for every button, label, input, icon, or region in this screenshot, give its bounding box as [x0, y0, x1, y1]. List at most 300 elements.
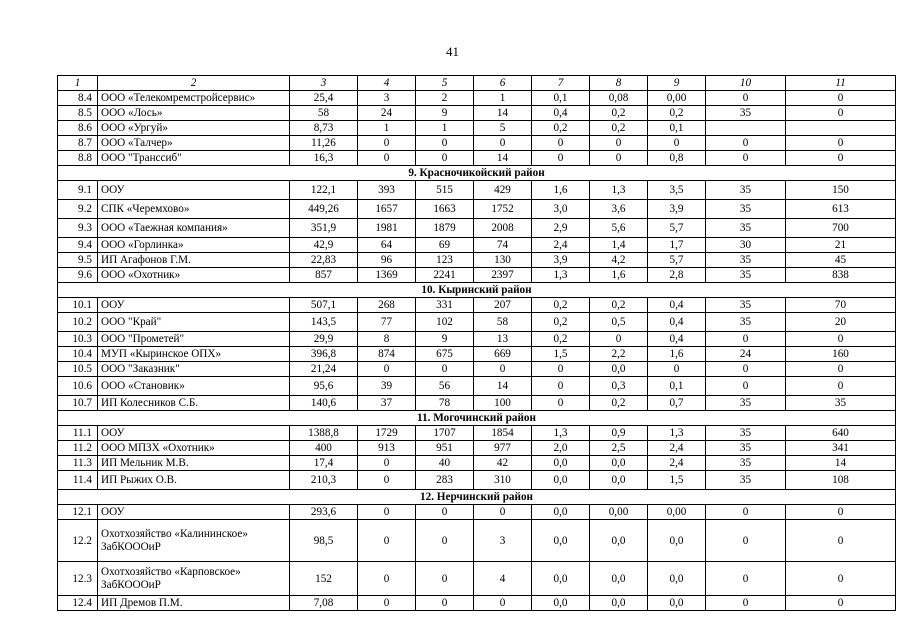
value-cell-col-6: 13 [474, 332, 532, 347]
value-cell-col-8: 0,2 [590, 298, 648, 313]
table-row [58, 456, 896, 471]
value-cell-col-9: 0,00 [648, 91, 706, 106]
row-number-cell: 10.4 [58, 347, 98, 362]
org-name-cell: Охотхозяйство «Карповское» ЗабКОООиР [98, 562, 290, 596]
row-number-cell: 8.5 [58, 106, 98, 121]
value-cell-col-6: 0 [474, 136, 532, 151]
org-name-cell: Охотхозяйство «Калининское» ЗабКОООиР [98, 520, 290, 562]
org-name-cell: ООО «Ургуй» [98, 121, 290, 136]
value-cell-col-7: 0,0 [532, 596, 590, 611]
value-cell-col-10: 0 [706, 377, 786, 396]
value-cell-col-3: 210,3 [290, 471, 358, 490]
row-number-cell: 10.5 [58, 362, 98, 377]
row-number-cell: 8.8 [58, 151, 98, 166]
value-cell-col-7: 0 [532, 136, 590, 151]
value-cell-col-3: 152 [290, 562, 358, 596]
value-cell-col-4: 0 [358, 151, 416, 166]
value-cell-col-5: 1707 [416, 426, 474, 441]
value-cell-col-6: 0 [474, 362, 532, 377]
value-cell-col-5: 9 [416, 106, 474, 121]
value-cell-col-7: 0 [532, 377, 590, 396]
row-number-cell: 9.6 [58, 268, 98, 283]
value-cell-col-11: 0 [786, 362, 896, 377]
value-cell-col-3: 98,5 [290, 520, 358, 562]
value-cell-col-4: 1369 [358, 268, 416, 283]
value-cell-col-3: 17,4 [290, 456, 358, 471]
value-cell-col-4: 0 [358, 596, 416, 611]
value-cell-col-8: 0 [590, 332, 648, 347]
value-cell-col-4: 1 [358, 121, 416, 136]
value-cell-col-6: 1 [474, 91, 532, 106]
value-cell-col-8: 4,2 [590, 253, 648, 268]
section-row [58, 411, 896, 426]
value-cell-col-6: 207 [474, 298, 532, 313]
value-cell-col-3: 400 [290, 441, 358, 456]
org-name-cell: ООУ [98, 505, 290, 520]
value-cell-col-10: 35 [706, 396, 786, 411]
value-cell-col-3: 122,1 [290, 181, 358, 200]
value-cell-col-8: 0,9 [590, 426, 648, 441]
value-cell-col-11: 20 [786, 313, 896, 332]
value-cell-col-11: 21 [786, 238, 896, 253]
value-cell-col-7: 0,0 [532, 456, 590, 471]
value-cell-col-3: 351,9 [290, 219, 358, 238]
table-row [58, 520, 896, 562]
value-cell-col-6: 0 [474, 596, 532, 611]
value-cell-col-11: 150 [786, 181, 896, 200]
value-cell-col-3: 7,08 [290, 596, 358, 611]
value-cell-col-9: 0,7 [648, 396, 706, 411]
row-number-cell: 11.3 [58, 456, 98, 471]
value-cell-col-7: 0 [532, 151, 590, 166]
value-cell-col-4: 0 [358, 471, 416, 490]
value-cell-col-6: 130 [474, 253, 532, 268]
value-cell-col-6: 3 [474, 520, 532, 562]
org-name-cell: ООО «Таежная компания» [98, 219, 290, 238]
header-cell-6: 6 [474, 76, 532, 91]
row-number-cell: 11.1 [58, 426, 98, 441]
value-cell-col-8: 0,08 [590, 91, 648, 106]
value-cell-col-4: 24 [358, 106, 416, 121]
row-number-cell: 10.2 [58, 313, 98, 332]
value-cell-col-11 [786, 121, 896, 136]
value-cell-col-9: 0,00 [648, 505, 706, 520]
value-cell-col-3: 143,5 [290, 313, 358, 332]
value-cell-col-5: 0 [416, 136, 474, 151]
value-cell-col-8: 1,4 [590, 238, 648, 253]
row-number-cell: 12.2 [58, 520, 98, 562]
value-cell-col-8: 2,2 [590, 347, 648, 362]
table-row [58, 347, 896, 362]
value-cell-col-3: 21,24 [290, 362, 358, 377]
org-name-cell: ИП Дремов П.М. [98, 596, 290, 611]
value-cell-col-7: 0,2 [532, 121, 590, 136]
value-cell-col-7: 0,2 [532, 313, 590, 332]
row-number-cell: 8.4 [58, 91, 98, 106]
table-row [58, 121, 896, 136]
row-number-cell: 9.1 [58, 181, 98, 200]
value-cell-col-8: 0,0 [590, 520, 648, 562]
value-cell-col-9: 5,7 [648, 219, 706, 238]
value-cell-col-3: 22,83 [290, 253, 358, 268]
row-number-cell: 11.2 [58, 441, 98, 456]
value-cell-col-8: 0,0 [590, 456, 648, 471]
value-cell-col-9: 2,4 [648, 456, 706, 471]
value-cell-col-9: 0,8 [648, 151, 706, 166]
org-name-cell: ООО "Заказник" [98, 362, 290, 377]
value-cell-col-11: 700 [786, 219, 896, 238]
value-cell-col-4: 913 [358, 441, 416, 456]
page-number: 41 [446, 44, 459, 59]
org-name-cell: ИП Колесников С.Б. [98, 396, 290, 411]
value-cell-col-6: 429 [474, 181, 532, 200]
value-cell-col-9: 3,5 [648, 181, 706, 200]
value-cell-col-4: 96 [358, 253, 416, 268]
org-name-cell: ООУ [98, 181, 290, 200]
value-cell-col-11: 640 [786, 426, 896, 441]
value-cell-col-11: 0 [786, 596, 896, 611]
value-cell-col-8: 1,3 [590, 181, 648, 200]
value-cell-col-9: 2,8 [648, 268, 706, 283]
value-cell-col-6: 42 [474, 456, 532, 471]
value-cell-col-10: 0 [706, 362, 786, 377]
value-cell-col-4: 874 [358, 347, 416, 362]
header-cell-9: 9 [648, 76, 706, 91]
value-cell-col-9: 1,7 [648, 238, 706, 253]
value-cell-col-10: 35 [706, 200, 786, 219]
row-number-cell: 10.6 [58, 377, 98, 396]
value-cell-col-5: 283 [416, 471, 474, 490]
value-cell-col-5: 40 [416, 456, 474, 471]
value-cell-col-10: 0 [706, 91, 786, 106]
value-cell-col-4: 3 [358, 91, 416, 106]
value-cell-col-4: 0 [358, 520, 416, 562]
section-title: 12. Нерчинский район [58, 490, 896, 505]
value-cell-col-4: 77 [358, 313, 416, 332]
table-row [58, 426, 896, 441]
org-name-cell: ООО "Прометей" [98, 332, 290, 347]
value-cell-col-8: 0,0 [590, 596, 648, 611]
value-cell-col-6: 2008 [474, 219, 532, 238]
section-title: 9. Красночикойский район [58, 166, 896, 181]
value-cell-col-5: 56 [416, 377, 474, 396]
value-cell-col-5: 69 [416, 238, 474, 253]
value-cell-col-6: 14 [474, 106, 532, 121]
value-cell-col-6: 2397 [474, 268, 532, 283]
value-cell-col-10: 35 [706, 456, 786, 471]
value-cell-col-10: 35 [706, 426, 786, 441]
value-cell-col-4: 0 [358, 505, 416, 520]
value-cell-col-9: 0,4 [648, 298, 706, 313]
value-cell-col-3: 449,26 [290, 200, 358, 219]
value-cell-col-11: 0 [786, 505, 896, 520]
table-row [58, 298, 896, 313]
value-cell-col-7: 2,4 [532, 238, 590, 253]
value-cell-col-4: 8 [358, 332, 416, 347]
value-cell-col-10: 35 [706, 106, 786, 121]
table-row [58, 396, 896, 411]
value-cell-col-11: 0 [786, 151, 896, 166]
value-cell-col-6: 5 [474, 121, 532, 136]
value-cell-col-11: 613 [786, 200, 896, 219]
value-cell-col-5: 0 [416, 520, 474, 562]
table-row [58, 596, 896, 611]
value-cell-col-11: 35 [786, 396, 896, 411]
org-name-cell: ООО МПЗХ «Охотник» [98, 441, 290, 456]
value-cell-col-7: 1,5 [532, 347, 590, 362]
value-cell-col-7: 2,0 [532, 441, 590, 456]
value-cell-col-11: 108 [786, 471, 896, 490]
header-cell-11: 11 [786, 76, 896, 91]
row-number-cell: 11.4 [58, 471, 98, 490]
org-name-cell: ИП Мельник М.В. [98, 456, 290, 471]
org-name-cell: ООО «Телекомремстройсервис» [98, 91, 290, 106]
value-cell-col-10: 35 [706, 253, 786, 268]
value-cell-col-9: 0,0 [648, 520, 706, 562]
value-cell-col-8: 3,6 [590, 200, 648, 219]
value-cell-col-8: 0,2 [590, 396, 648, 411]
value-cell-col-4: 64 [358, 238, 416, 253]
value-cell-col-7: 0,2 [532, 298, 590, 313]
value-cell-col-10: 35 [706, 181, 786, 200]
value-cell-col-9: 0 [648, 136, 706, 151]
value-cell-col-7: 0,0 [532, 520, 590, 562]
value-cell-col-10: 35 [706, 298, 786, 313]
value-cell-col-5: 1879 [416, 219, 474, 238]
value-cell-col-6: 0 [474, 505, 532, 520]
section-title: 11. Могочинский район [58, 411, 896, 426]
value-cell-col-3: 857 [290, 268, 358, 283]
header-cell-4: 4 [358, 76, 416, 91]
value-cell-col-6: 1752 [474, 200, 532, 219]
header-cell-5: 5 [416, 76, 474, 91]
value-cell-col-4: 0 [358, 362, 416, 377]
value-cell-col-6: 58 [474, 313, 532, 332]
row-number-cell: 12.1 [58, 505, 98, 520]
value-cell-col-9: 5,7 [648, 253, 706, 268]
table-row [58, 253, 896, 268]
value-cell-col-5: 951 [416, 441, 474, 456]
section-row [58, 283, 896, 298]
value-cell-col-9: 0,0 [648, 562, 706, 596]
value-cell-col-5: 0 [416, 562, 474, 596]
table-row [58, 200, 896, 219]
value-cell-col-8: 0,0 [590, 362, 648, 377]
table-row [58, 91, 896, 106]
value-cell-col-8: 5,6 [590, 219, 648, 238]
value-cell-col-10: 0 [706, 596, 786, 611]
org-name-cell: ИП Рыжих О.В. [98, 471, 290, 490]
value-cell-col-10: 30 [706, 238, 786, 253]
value-cell-col-10: 35 [706, 471, 786, 490]
value-cell-col-9: 1,6 [648, 347, 706, 362]
value-cell-col-3: 293,6 [290, 505, 358, 520]
header-cell-3: 3 [290, 76, 358, 91]
value-cell-col-8: 0,0 [590, 471, 648, 490]
value-cell-col-3: 8,73 [290, 121, 358, 136]
row-number-cell: 9.5 [58, 253, 98, 268]
value-cell-col-7: 3,0 [532, 200, 590, 219]
value-cell-col-7: 0,1 [532, 91, 590, 106]
value-cell-col-5: 2 [416, 91, 474, 106]
value-cell-col-6: 74 [474, 238, 532, 253]
value-cell-col-8: 0,00 [590, 505, 648, 520]
data-table [57, 75, 896, 611]
value-cell-col-10: 0 [706, 332, 786, 347]
section-title: 10. Кыринский район [58, 283, 896, 298]
section-row [58, 166, 896, 181]
org-name-cell: ООУ [98, 426, 290, 441]
org-name-cell: ООО «Охотник» [98, 268, 290, 283]
value-cell-col-10 [706, 121, 786, 136]
value-cell-col-10: 35 [706, 268, 786, 283]
value-cell-col-11: 838 [786, 268, 896, 283]
row-number-cell: 12.3 [58, 562, 98, 596]
value-cell-col-3: 507,1 [290, 298, 358, 313]
table-row [58, 505, 896, 520]
value-cell-col-9: 0 [648, 362, 706, 377]
value-cell-col-7: 3,9 [532, 253, 590, 268]
value-cell-col-5: 1663 [416, 200, 474, 219]
value-cell-col-10: 24 [706, 347, 786, 362]
org-name-cell: ООО «Талчер» [98, 136, 290, 151]
value-cell-col-5: 515 [416, 181, 474, 200]
value-cell-col-8: 0 [590, 151, 648, 166]
value-cell-col-5: 0 [416, 151, 474, 166]
value-cell-col-6: 1854 [474, 426, 532, 441]
value-cell-col-4: 1729 [358, 426, 416, 441]
value-cell-col-5: 0 [416, 596, 474, 611]
value-cell-col-4: 0 [358, 562, 416, 596]
header-cell-1: 1 [58, 76, 98, 91]
table-row [58, 562, 896, 596]
value-cell-col-7: 1,3 [532, 268, 590, 283]
value-cell-col-5: 78 [416, 396, 474, 411]
value-cell-col-8: 0,3 [590, 377, 648, 396]
value-cell-col-5: 2241 [416, 268, 474, 283]
header-cell-10: 10 [706, 76, 786, 91]
value-cell-col-9: 0,4 [648, 332, 706, 347]
value-cell-col-11: 70 [786, 298, 896, 313]
row-number-cell: 10.3 [58, 332, 98, 347]
org-name-cell: ООО "Край" [98, 313, 290, 332]
value-cell-col-3: 58 [290, 106, 358, 121]
value-cell-col-7: 1,6 [532, 181, 590, 200]
value-cell-col-10: 35 [706, 441, 786, 456]
table-row [58, 268, 896, 283]
value-cell-col-3: 42,9 [290, 238, 358, 253]
value-cell-col-7: 2,9 [532, 219, 590, 238]
row-number-cell: 12.4 [58, 596, 98, 611]
org-name-cell: ООО «Становик» [98, 377, 290, 396]
value-cell-col-10: 0 [706, 505, 786, 520]
section-row [58, 490, 896, 505]
row-number-cell: 9.4 [58, 238, 98, 253]
value-cell-col-11: 0 [786, 106, 896, 121]
row-number-cell: 9.3 [58, 219, 98, 238]
value-cell-col-9: 2,4 [648, 441, 706, 456]
value-cell-col-3: 11,26 [290, 136, 358, 151]
org-name-cell: МУП «Кыринское ОПХ» [98, 347, 290, 362]
value-cell-col-8: 0 [590, 136, 648, 151]
value-cell-col-9: 0,1 [648, 121, 706, 136]
value-cell-col-5: 102 [416, 313, 474, 332]
value-cell-col-5: 123 [416, 253, 474, 268]
table-row [58, 362, 896, 377]
table-row [58, 136, 896, 151]
value-cell-col-10: 0 [706, 136, 786, 151]
row-number-cell: 10.7 [58, 396, 98, 411]
value-cell-col-3: 16,3 [290, 151, 358, 166]
value-cell-col-5: 0 [416, 362, 474, 377]
value-cell-col-6: 977 [474, 441, 532, 456]
header-row [58, 76, 896, 91]
value-cell-col-8: 2,5 [590, 441, 648, 456]
value-cell-col-6: 14 [474, 377, 532, 396]
value-cell-col-11: 45 [786, 253, 896, 268]
org-name-cell: ООО "Транссиб" [98, 151, 290, 166]
value-cell-col-11: 341 [786, 441, 896, 456]
org-name-cell: ИП Агафонов Г.М. [98, 253, 290, 268]
value-cell-col-9: 0,2 [648, 106, 706, 121]
table-body [58, 76, 896, 611]
value-cell-col-11: 14 [786, 456, 896, 471]
value-cell-col-3: 29,9 [290, 332, 358, 347]
value-cell-col-6: 669 [474, 347, 532, 362]
value-cell-col-3: 396,8 [290, 347, 358, 362]
value-cell-col-4: 0 [358, 456, 416, 471]
value-cell-col-5: 0 [416, 505, 474, 520]
value-cell-col-5: 675 [416, 347, 474, 362]
value-cell-col-6: 14 [474, 151, 532, 166]
value-cell-col-9: 1,5 [648, 471, 706, 490]
value-cell-col-10: 35 [706, 219, 786, 238]
value-cell-col-3: 95,6 [290, 377, 358, 396]
value-cell-col-7: 0 [532, 396, 590, 411]
row-number-cell: 9.2 [58, 200, 98, 219]
table-row [58, 181, 896, 200]
table-row [58, 219, 896, 238]
value-cell-col-7: 0 [532, 362, 590, 377]
value-cell-col-8: 0,2 [590, 121, 648, 136]
value-cell-col-9: 0,0 [648, 596, 706, 611]
value-cell-col-11: 0 [786, 562, 896, 596]
org-name-cell: СПК «Черемхово» [98, 200, 290, 219]
value-cell-col-9: 3,9 [648, 200, 706, 219]
value-cell-col-4: 1657 [358, 200, 416, 219]
value-cell-col-8: 1,6 [590, 268, 648, 283]
value-cell-col-7: 0,4 [532, 106, 590, 121]
value-cell-col-10: 0 [706, 151, 786, 166]
header-cell-8: 8 [590, 76, 648, 91]
value-cell-col-10: 35 [706, 313, 786, 332]
value-cell-col-5: 1 [416, 121, 474, 136]
value-cell-col-4: 393 [358, 181, 416, 200]
value-cell-col-11: 0 [786, 520, 896, 562]
org-name-cell: ООО «Лось» [98, 106, 290, 121]
value-cell-col-7: 0,0 [532, 471, 590, 490]
table-row [58, 441, 896, 456]
value-cell-col-5: 9 [416, 332, 474, 347]
value-cell-col-9: 0,1 [648, 377, 706, 396]
value-cell-col-10: 0 [706, 520, 786, 562]
value-cell-col-8: 0,2 [590, 106, 648, 121]
table-row [58, 151, 896, 166]
header-cell-2: 2 [98, 76, 290, 91]
value-cell-col-4: 1981 [358, 219, 416, 238]
value-cell-col-11: 160 [786, 347, 896, 362]
value-cell-col-9: 1,3 [648, 426, 706, 441]
